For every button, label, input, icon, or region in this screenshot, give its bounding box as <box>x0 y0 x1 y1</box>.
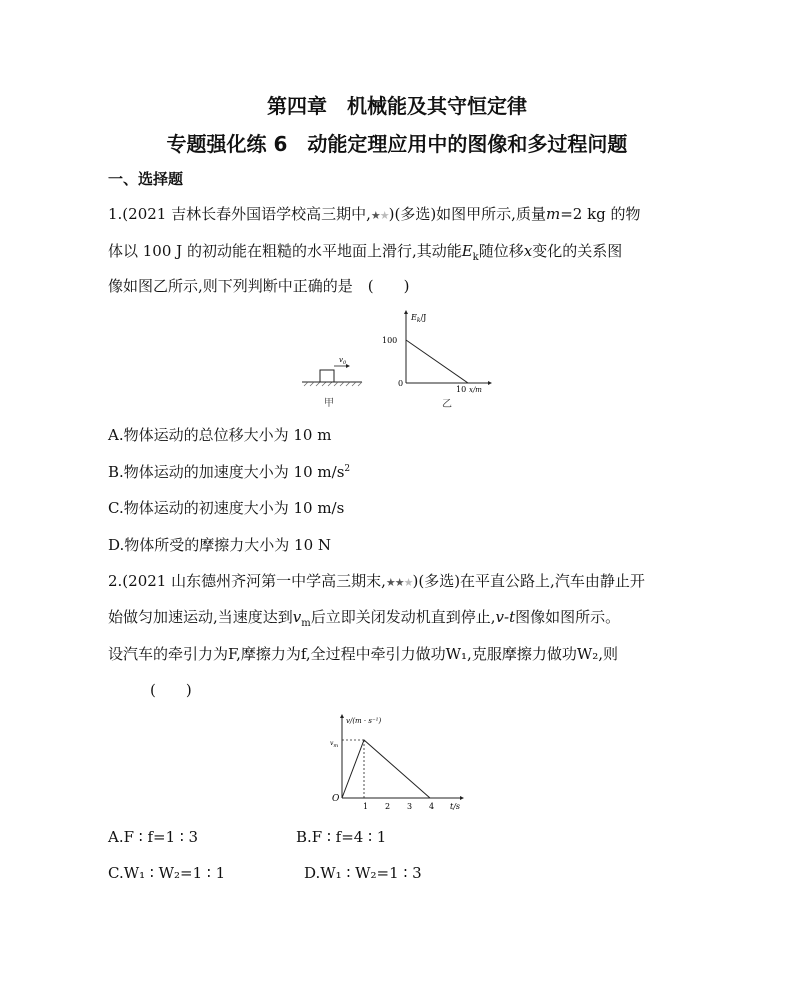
x-symbol: x <box>523 242 533 260</box>
origin-o-label: O <box>332 794 340 804</box>
vt-curve <box>342 740 430 798</box>
t-axis-arrow-icon <box>460 796 464 800</box>
t-tick-3: 3 <box>407 802 413 811</box>
practice-title: 专题强化练 6 动能定理应用中的图像和多过程问题 <box>166 132 628 156</box>
x-axis-label: x/m <box>469 386 482 394</box>
q1-source: 1.(2021 吉林长春外国语学校高三期中, <box>108 205 371 223</box>
q2-text-b: 始做匀加速运动,当速度达到 <box>108 608 293 626</box>
q1-line3: 像如图乙所示,则下列判断中正确的是 ( ) <box>108 277 410 295</box>
x-tick-10: 10 <box>456 385 467 394</box>
figure-b-caption: 乙 <box>442 399 452 410</box>
x-axis-arrow-icon <box>488 381 492 385</box>
q2-line1 <box>108 571 645 593</box>
mass-symbol: m <box>545 205 561 223</box>
q1-text-a: )(多选)如图甲所示,质量 <box>388 205 546 223</box>
difficulty-star-icon: ★★★ <box>385 576 413 589</box>
q1-text-b: 体以 100 J 的初动能在粗糙的水平地面上滑行,其动能 <box>108 242 462 260</box>
t-tick-4: 4 <box>429 802 435 811</box>
figure-a-caption: 甲 <box>324 398 334 409</box>
t-tick-1: 1 <box>363 802 369 811</box>
ek-subscript: k <box>472 252 479 263</box>
vt-symbol: v-t <box>495 608 516 626</box>
q1-line2 <box>108 241 622 268</box>
q1-figure-a <box>300 352 370 412</box>
q1-option-a[interactable]: A.物体运动的总位移大小为 10 m <box>108 426 332 444</box>
q2-vt-graph <box>320 710 480 814</box>
q1-text-c: 随位移 <box>478 242 524 260</box>
v-axis-label: v/(m · s⁻¹) <box>346 717 382 725</box>
q2-option-d[interactable]: D.W₁ ∶ W₂=1 ∶ 3 <box>304 864 422 882</box>
q1-text-d: 变化的关系图 <box>532 242 623 260</box>
mass-value: =2 kg 的物 <box>560 205 641 223</box>
vm-subscript: m <box>301 618 311 629</box>
chapter-title: 第四章 机械能及其守恒定律 <box>267 94 527 118</box>
y-axis-arrow-icon <box>404 310 408 314</box>
q1-option-d[interactable]: D.物体所受的摩擦力大小为 10 N <box>108 536 332 554</box>
q2-text-c: 后立即关闭发动机直到停止, <box>310 608 496 626</box>
q2-option-b[interactable]: B.F ∶ f=4 ∶ 1 <box>296 828 387 846</box>
ek-x-line <box>406 340 468 383</box>
section-heading: 一、选择题 <box>108 170 184 188</box>
q1-figure-b <box>370 306 500 412</box>
y-tick-100: 100 <box>382 336 398 345</box>
q2-line2 <box>108 607 620 634</box>
q2-text-d: 图像如图所示。 <box>515 608 621 626</box>
vm-label: $v_m$ <box>330 740 339 749</box>
q2-option-c[interactable]: C.W₁ ∶ W₂=1 ∶ 1 <box>108 864 226 882</box>
velocity-arrowhead <box>346 364 350 368</box>
q2-text-a: )(多选)在平直公路上,汽车由静止开 <box>412 572 645 590</box>
q2-option-a[interactable]: A.F ∶ f=1 ∶ 3 <box>108 828 199 846</box>
v-axis-arrow-icon <box>340 714 344 718</box>
q1-option-b[interactable] <box>108 461 350 482</box>
ground-hatch <box>304 382 362 386</box>
difficulty-star-icon: ★★ <box>370 209 389 222</box>
t-tick-2: 2 <box>385 802 391 811</box>
q2-line4: ( ) <box>150 681 192 699</box>
y-axis-label: $E_k/J$ <box>411 313 427 324</box>
ek-symbol: E <box>461 242 473 260</box>
q1-option-b-text: B.物体运动的加速度大小为 10 m/s <box>108 463 345 481</box>
t-axis-label: t/s <box>450 802 461 811</box>
vm-symbol: v <box>292 608 302 626</box>
origin-label: 0 <box>398 379 404 388</box>
v0-label: $v_0$ <box>339 356 347 366</box>
block <box>320 370 334 382</box>
q2-source: 2.(2021 山东德州齐河第一中学高三期末, <box>108 572 386 590</box>
q1-option-c[interactable]: C.物体运动的初速度大小为 10 m/s <box>108 499 345 517</box>
q2-line3: 设汽车的牵引力为F,摩擦力为f,全过程中牵引力做功W₁,克服摩擦力做功W₂,则 <box>108 645 619 663</box>
q1-option-b-sup: 2 <box>344 464 351 474</box>
q1-line1 <box>108 204 641 226</box>
